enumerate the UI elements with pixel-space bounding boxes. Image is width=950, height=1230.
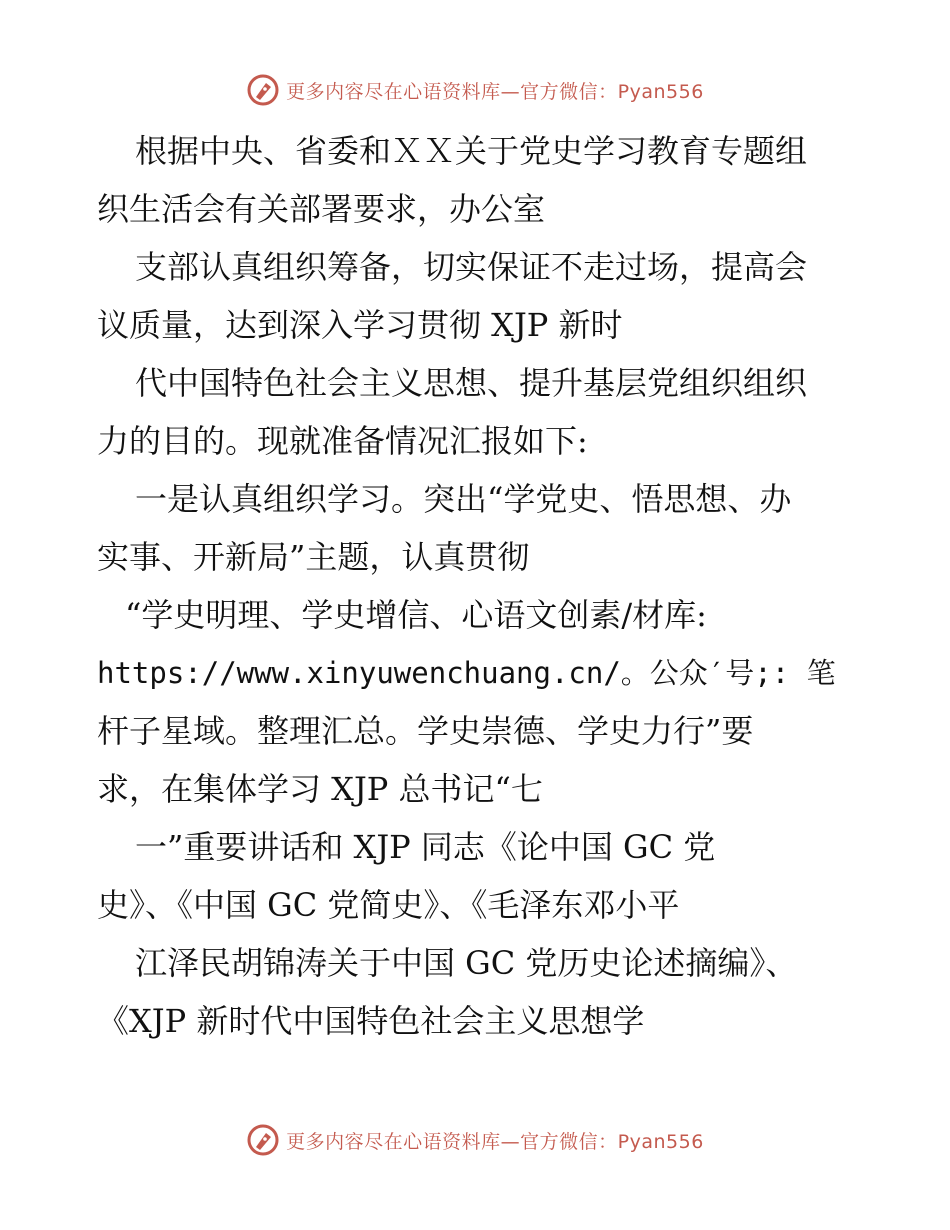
text-line: 杆子星域。整理汇总。学史崇德、学史力行”要 [97, 712, 754, 750]
text-line: “学史明理、学史增信、心语文创素/材库: [125, 596, 707, 634]
pen-nib-logo-icon [246, 73, 280, 107]
text-line: 一”重要讲话和 XJP 同志《论中国 GC 党 [135, 828, 716, 866]
text-line: 江泽民胡锦涛关于中国 GC 党历史论述摘编》、 [135, 944, 798, 982]
text-line: 织生活会有关部署要求，办公室 [97, 190, 546, 228]
text-line: 《XJP 新时代中国特色社会主义思想学 [97, 1002, 645, 1040]
text-line: 根据中央、省委和ＸＸ关于党史学习教育专题组 [135, 132, 808, 170]
text-line: 力的目的。现就准备情况汇报如下: [97, 422, 588, 460]
header-watermark-text: 更多内容尽在心语资料库—官方微信：Pyan556 [286, 80, 704, 103]
text-line: 实事、开新局”主题，认真贯彻 [97, 538, 530, 576]
text-line-url: https://www.xinyuwenchuang.cn/。公众′号;: 笔 [97, 656, 836, 690]
text-line: 求，在集体学习 XJP 总书记“七 [97, 770, 543, 808]
text-line: 一是认真组织学习。突出“学党史、悟思想、办 [135, 480, 792, 518]
text-line: 议质量，达到深入学习贯彻 XJP 新时 [97, 306, 623, 344]
text-line: 代中国特色社会主义思想、提升基层党组织组织 [135, 364, 808, 402]
text-line: 支部认真组织筹备，切实保证不走过场，提高会 [135, 248, 808, 286]
document-body [97, 122, 857, 1050]
footer-watermark-banner [0, 1120, 950, 1160]
pen-nib-logo-icon [246, 1123, 280, 1157]
header-watermark-banner [0, 70, 950, 110]
text-line: 史》、《中国 GC 党简史》、《毛泽东邓小平 [97, 886, 680, 924]
footer-watermark-text: 更多内容尽在心语资料库—官方微信：Pyan556 [286, 1130, 704, 1153]
